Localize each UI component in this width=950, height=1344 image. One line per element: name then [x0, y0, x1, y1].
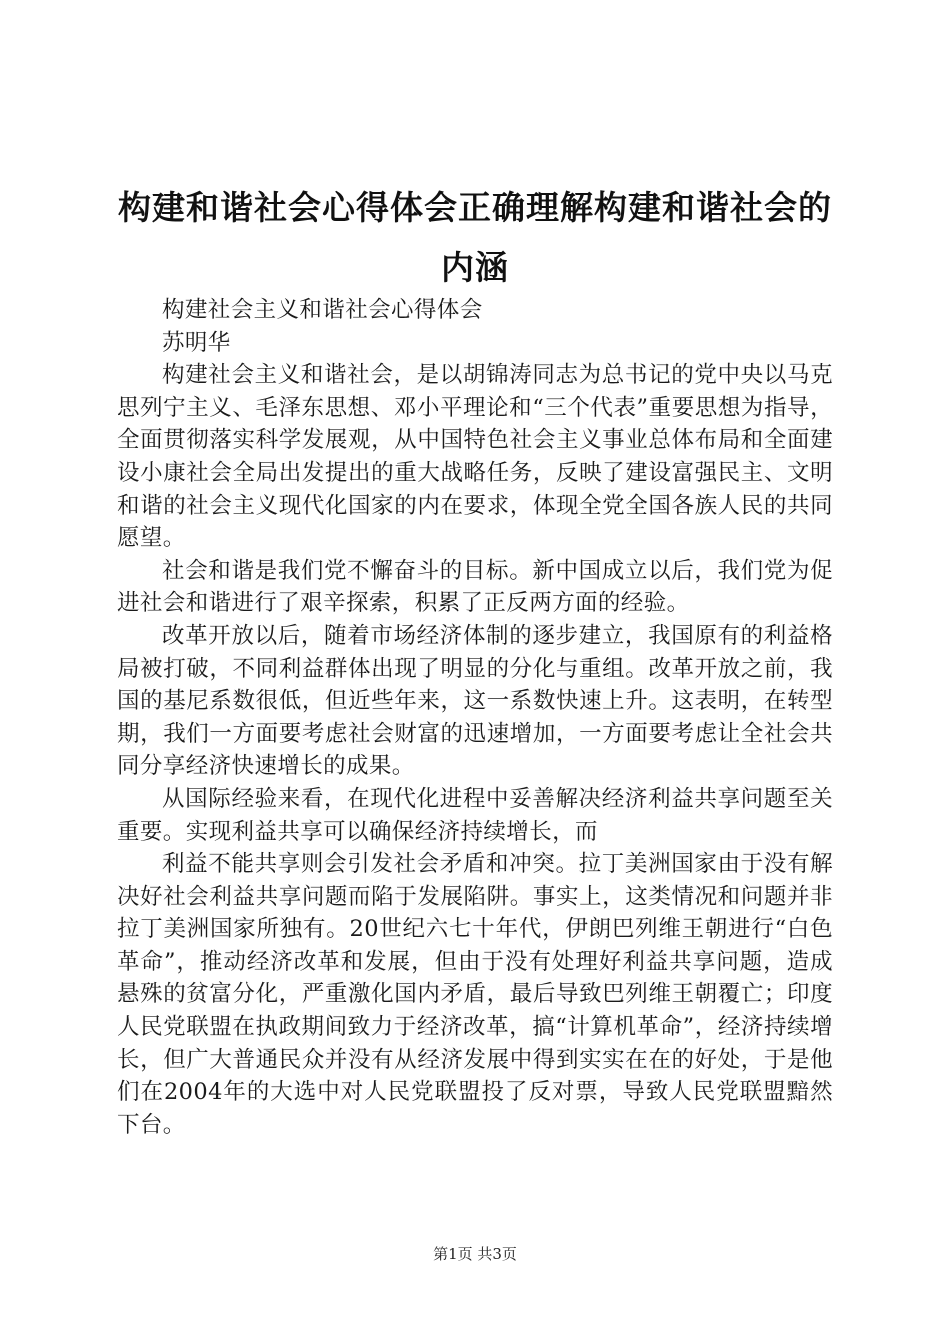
subtitle-line: 构建社会主义和谐社会心得体会 — [162, 297, 483, 323]
paragraph: 改革开放以后，随着市场经济体制的逐步建立，我国原有的利益格局被打破，不同利益群体出现了明显的分化与重组。改革开放之前，我国的基尼系数很低，但近些年来，这一系数快速上升。这表明，在转型期，我们一方面要考虑社会财富的迅速增加，一方面要考虑让全社会共同分享经济快速增长的成果。 — [117, 622, 833, 780]
paragraph: 从国际经验来看，在现代化进程中妥善解决经济利益共享问题至关重要。实现利益共享可以确保经济持续增长，而 — [117, 785, 833, 845]
paragraph: 社会和谐是我们党不懈奋斗的目标。新中国成立以后，我们党为促进社会和谐进行了艰辛探索，积累了正反两方面的经验。 — [117, 557, 833, 617]
paragraph: 构建社会主义和谐社会，是以胡锦涛同志为总书记的党中央以马克思列宁主义、毛泽东思想、邓小平理论和“三个代表”重要思想为指导，全面贯彻落实科学发展观，从中国特色社会主义事业总体布局和全面建设小康社会全局出发提出的重大战略任务，反映了建设富强民主、文明和谐的社会主义现代化国家的内在要求，体现全党全国各族人民的共同愿望。 — [117, 362, 833, 552]
paragraph: 利益不能共享则会引发社会矛盾和冲突。拉丁美洲国家由于没有解决好社会利益共享问题而陷于发展陷阱。事实上，这类情况和问题并非拉丁美洲国家所独有。20世纪六七十年代，伊朗巴列维王朝进行“白色革命”，推动经济改革和发展，但由于没有处理好利益共享问题，造成悬殊的贫富分化，严重激化国内矛盾，最后导致巴列维王朝覆亡；印度人民党联盟在执政期间致力于经济改革，搞“计算机革命”，经济持续增长，但广大普通民众并没有从经济发展中得到实实在在的好处，于是他们在2004年的大选中对人民党联盟投了反对票，导致人民党联盟黯然下台。 — [117, 851, 833, 1138]
document-title: 构建和谐社会心得体会正确理解构建和谐社会的内涵 — [118, 188, 832, 287]
author-line: 苏明华 — [162, 329, 231, 356]
document-body — [117, 294, 833, 1141]
page-number-footer: 第1页 共3页 — [433, 1245, 517, 1263]
